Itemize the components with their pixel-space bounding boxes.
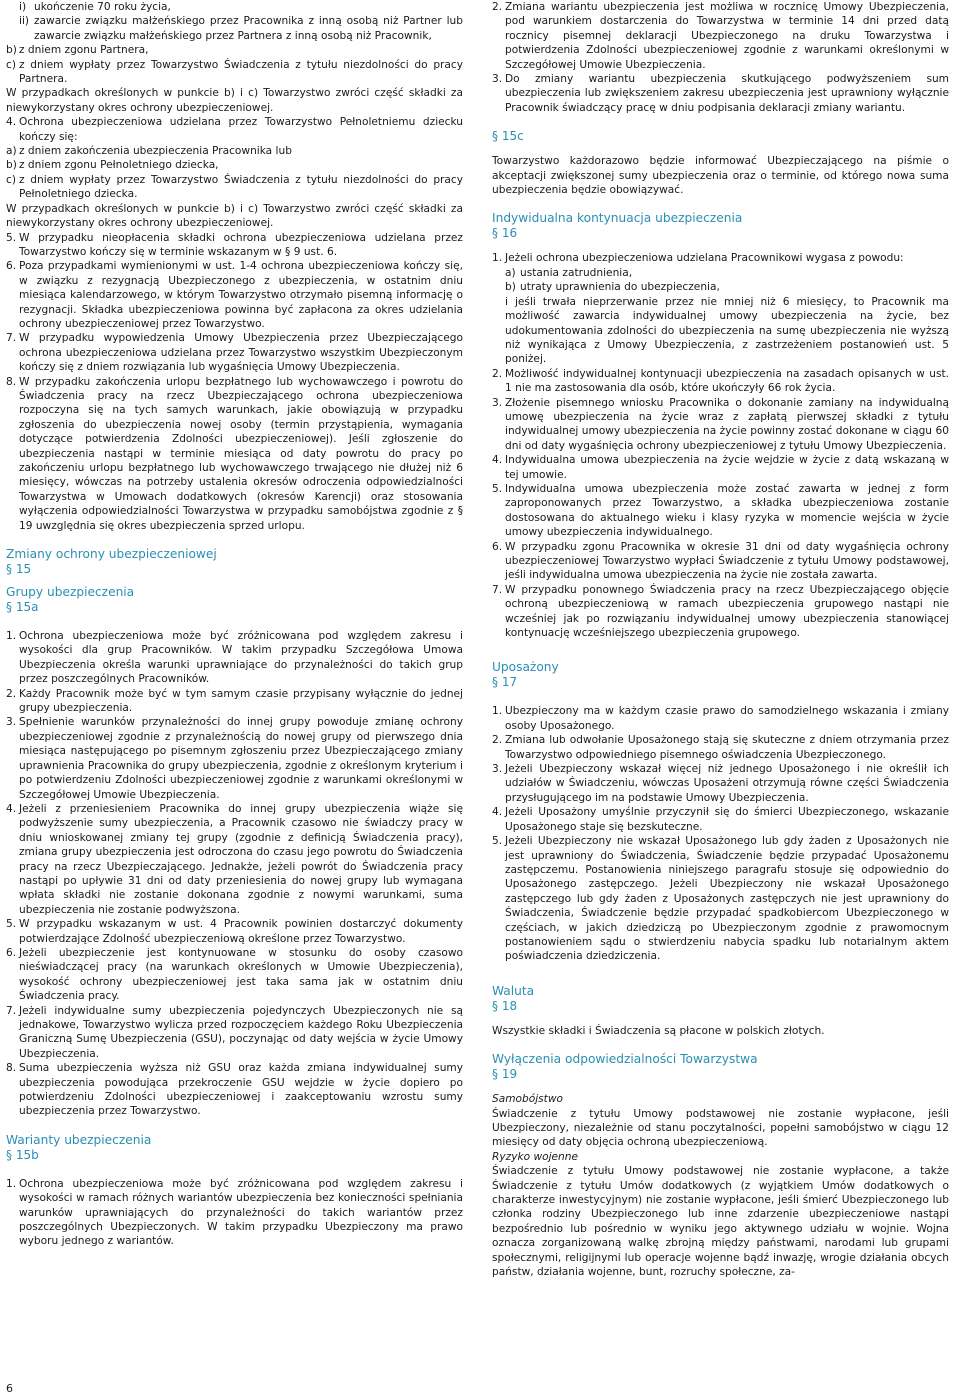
list-item <box>6 946 463 1004</box>
list-item-text: Suma ubezpieczenia wyższa niż GSU oraz każda zmiana indywidualnej sumy ubezpieczenia powodująca przekroczenie GSU wejdzie w życie dopiero po potwierdzeniu Zdolności ubezpieczeniowej i zaakceptowaniu wzrostu sumy ubezpieczenia przez Towarzystwo. <box>19 1062 463 1118</box>
section-heading: Indywidualna kontynuacja ubezpieczenia <box>492 211 743 226</box>
list-item-number: 7. <box>6 1004 17 1017</box>
list-item-number: 3. <box>6 716 17 729</box>
list-item-number: 2. <box>492 1 503 13</box>
spacer <box>492 1082 949 1092</box>
spacer <box>492 1038 949 1052</box>
list-item-text: Złożenie pisemnego wniosku Pracownika o dokonanie zamiany na indywidualną umowę ubezpieczenia na życie wraz z zapłatą pierwszej składki z tytułu indywidualnej umowy ubezpieczenia na życie powinny zostać dokonane w ciągu 60 dni od daty wygaśnięcia ochrony ubezpieczeniowej z tytułu Umowy Ubezpieczenia. <box>505 396 949 452</box>
list-item-number: 1. <box>6 1177 17 1190</box>
section-heading: Waluta <box>492 983 535 998</box>
list-item <box>6 629 463 687</box>
list-item <box>492 805 949 834</box>
section-heading: Uposażony <box>492 660 559 675</box>
list-item <box>492 834 949 964</box>
section-heading: Grupy ubezpieczenia <box>6 585 135 600</box>
list-item <box>492 266 949 280</box>
list-item-number: 4. <box>492 454 503 467</box>
list-item-text: Indywidualna umowa ubezpieczenia na życie wejdzie w życie z datą wskazaną w tej umowie. <box>505 454 949 481</box>
list-item-number: 4. <box>492 806 503 819</box>
paragraph-number: § 19 <box>492 1067 518 1082</box>
subheading: Ryzyko wojenne <box>492 1150 578 1163</box>
list-item-number: b) <box>505 281 516 294</box>
list-item <box>492 280 949 294</box>
list-item <box>492 704 949 733</box>
spacer <box>6 615 463 629</box>
list-item <box>6 1004 463 1062</box>
spacer <box>492 964 949 984</box>
list-item-text: ustania zatrudnienia, <box>520 266 633 279</box>
list-item <box>6 231 463 260</box>
list-item <box>492 762 949 805</box>
list-item-number: 5. <box>492 482 503 495</box>
list-item <box>6 331 463 374</box>
list-item-text: z dniem wypłaty przez Towarzystwo Świadczenia z tytułu niezdolności do pracy Partnera. <box>19 58 463 86</box>
spacer <box>492 241 949 251</box>
list-item-text: z dniem wypłaty przez Towarzystwo Świadczenia z tytułu niezdolności do pracy Pełnoletniego dziecka. <box>19 173 463 201</box>
list-item-text: Jeżeli z przeniesieniem Pracownika do innej grupy ubezpieczenia wiąże się podwyższenie sumy ubezpieczenia, a Pracownik czasowo nie świadczy pracy w dniu wnioskowanej zmiany tej grupy (zgodnie z definicją Świadczenia pracy), zmiana grupy ubezpieczenia jest odroczona do czasu jego powrotu do Świadczenia pracy na rzecz Ubezpieczającego. Jednakże, jeżeli powrót do Świadczenia pracy nastąpi po upływie 31 dni od daty przeniesienia do nowej grupy lub wymagana wpłata składki nie zostanie dokonana zgodnie z nowymi warunkami, suma ubezpieczenia nie zostanie podwyższona. <box>19 802 463 916</box>
list-item <box>6 14 463 43</box>
paragraph: Wszystkie składki i Świadczenia są płacone w polskich złotych. <box>492 1024 825 1037</box>
page-number: 6 <box>6 1382 13 1395</box>
list-item-number: b) <box>6 44 17 57</box>
list-item-text: Zmiana lub odwołanie Uposażonego stają się skuteczne z dniem otrzymania przez Towarzystwo odpowiedniego pisemnego oświadczenia Ubezpieczonego. <box>505 734 949 761</box>
list-item-number: 3. <box>492 396 503 409</box>
list-item-text: z dniem zgonu Partnera, <box>19 44 149 57</box>
list-item-number: 3. <box>492 763 503 776</box>
list-item <box>492 733 949 762</box>
list-item-number: 5. <box>6 231 17 244</box>
list-item-number: 7. <box>6 332 17 345</box>
list-item-number: 4. <box>6 116 17 129</box>
paragraph-number: § 15b <box>6 1147 39 1162</box>
list-item-text: W przypadku nieopłacenia składki ochrona ubezpieczeniowa udzielana przez Towarzystwo kończy się w terminie wskazanym w § 9 ust. 6. <box>19 231 463 258</box>
paragraph-number: § 17 <box>492 675 518 690</box>
list-item-text: Poza przypadkami wymienionymi w ust. 1-4 ochrona ubezpieczeniowa kończy się, w związku z rezygnacją Ubezpieczonego z ubezpieczenia, w ostatnim dniu miesiąca kalendarzowego, w którym Towarzystwo otrzymało pisemną informację o rezygnacji. Składka ubezpieczeniowa powinna być zapłacona za okres udzielania ochrony ubezpieczeniowej przez Towarzystwo. <box>19 260 463 330</box>
list-item-number: 6. <box>492 540 503 553</box>
list-item-text: Jeżeli Ubezpieczony nie wskazał Uposażonego lub gdy żaden z Uposażonych nie jest uprawniony do Świadczenia, Świadczenie będzie przypadać Uposażonemu zastępczemu. Postanowienia niniejszego paragrafu stosuje się odpowiednio do Uposażonego zastępczego. Jeżeli Ubezpieczony nie wskazał Uposażonego zastępczego lub gdy żaden z Uposażonych zastępczych nie jest uprawniony do Świadczenia, Świadczenie będzie przypadać spadkobiercom Ubezpieczonego w częściach, w jakich dziedziczą po Ubezpieczonym zgodnie z prawomocnym postanowieniem sądu o stwierdzeniu nabycia spadku lub notarialnym aktem poświadczenia dziedziczenia. <box>505 835 949 963</box>
list-item-text: Ochrona ubezpieczeniowa udzielana przez Towarzystwo Pełnoletniemu dziecku kończy się: <box>19 116 463 143</box>
spacer <box>6 1163 463 1177</box>
list-item <box>6 115 463 144</box>
list-item <box>6 715 463 801</box>
list-item <box>6 917 463 946</box>
list-item-number: 6. <box>6 260 17 273</box>
list-item <box>6 687 463 716</box>
list-item <box>6 58 463 87</box>
list-item-text: zawarcie związku małżeńskiego przez Pracownika z inną osobą niż Partner lub zawarcie związku małżeńskiego przez Partnera z inną osobą niż Pracownik, <box>34 15 463 42</box>
paragraph-number: § 15a <box>6 600 39 615</box>
list-item-number: c) <box>6 173 16 186</box>
list-item-number: 3. <box>492 73 503 86</box>
list-item <box>492 251 949 265</box>
list-item-text: Jeżeli ochrona ubezpieczeniowa udzielana Pracownikowi wygasa z powodu: <box>505 252 904 265</box>
list-item-number: 2. <box>492 734 503 747</box>
list-item <box>6 173 463 202</box>
list-item <box>492 396 949 454</box>
list-item <box>6 259 463 331</box>
paragraph-number: § 15 <box>6 562 32 577</box>
right-column <box>492 0 949 1279</box>
list-item-number: a) <box>505 266 516 279</box>
list-item-number: 1. <box>492 252 503 265</box>
list-item-text: Możliwość indywidualnej kontynuacji ubezpieczenia na zasadach opisanych w ust. 1 nie ma zastosowania dla osób, które ukończyły 66 rok życia. <box>505 367 949 395</box>
list-item-text: Ochrona ubezpieczeniowa może być zróżnicowana pod względem zakresu i wysokości w ramach różnych wariantów ubezpieczenia bez konieczności spełniania warunków uprawniających do przynależności do takich wariantów przez poszczególnych Ubezpieczonych. W takim przypadku Ubezpieczony ma prawo wyboru jednego z wariantów. <box>19 1177 463 1248</box>
paragraph: W przypadkach określonych w punkcie b) i c) Towarzystwo zwróci część składki za niewykorzystany okres ochrony ubezpieczeniowej. <box>6 87 463 114</box>
list-item-text: Jeżeli ubezpieczenie jest kontynuowane w stosunku do osoby czasowo nieświadczącej pracy (na warunkach określonych w Umowie Ubezpieczenia), wysokość ochrony ubezpieczeniowej jest taka sama jak w ostatnim dniu Świadczenia pracy. <box>19 946 463 1003</box>
list-item-text: Każdy Pracownik może być w tym samym czasie przypisany wyłącznie do jednej grupy ubezpieczenia. <box>19 687 463 715</box>
paragraph-number: § 16 <box>492 226 518 241</box>
section-heading: Wyłączenia odpowiedzialności Towarzystwa <box>492 1052 758 1067</box>
list-item <box>6 158 463 172</box>
list-item-text: Jeżeli Uposażony umyślnie przyczynił się do śmierci Ubezpieczonego, wskazanie Uposażonego staje się bezskuteczne. <box>505 806 949 833</box>
list-item-number: 7. <box>492 583 503 596</box>
spacer <box>492 144 949 154</box>
list-item-number: 6. <box>6 946 17 959</box>
list-item <box>6 802 463 917</box>
spacer <box>6 533 463 547</box>
list-item <box>6 43 463 57</box>
list-item <box>492 482 949 540</box>
list-item <box>492 453 949 482</box>
list-item-text: Jeżeli indywidualne sumy ubezpieczenia pojedynczych Ubezpieczonych nie są jednakowe, Towarzystwo wylicza przed rozpoczęciem każdego Roku Ubezpieczenia Graniczną Sumę Ubezpieczenia (GSU), poczynając od daty wejścia w życie Umowy Ubezpieczenia. <box>19 1004 463 1060</box>
list-item-text: Spełnienie warunków przynależności do innej grupy powoduje zmianę ochrony ubezpieczeniowej zgodnie z przynależnością do nowej grupy od pierwszego dnia miesiąca następującego po pisemnym zgłoszeniu przez Ubezpieczającego zmiany uprawnienia Pracownika do grupy ubezpieczenia, zgodnie z określonym kryterium i po potwierdzeniu Zdolności ubezpieczeniowej zgodnie z warunkami określonymi w Szczegółowej Umowie Ubezpieczenia. <box>19 716 463 801</box>
list-item-number: c) <box>6 58 16 71</box>
list-item <box>6 0 463 14</box>
list-item-number: 2. <box>6 687 17 700</box>
spacer <box>6 577 463 585</box>
list-item-number: a) <box>6 145 17 158</box>
left-column <box>6 0 463 1249</box>
list-item <box>492 540 949 583</box>
paragraph-number: § 15c <box>492 129 524 144</box>
paragraph: Towarzystwo każdorazowo będzie informować Ubezpieczającego na piśmie o akceptacji zwiększonej sumy ubezpieczenia oraz o terminie, od którego nowa suma ubezpieczenia będzie obowiązywać. <box>492 155 949 197</box>
list-item <box>492 0 949 72</box>
list-item-number: 8. <box>6 1062 17 1075</box>
list-item-text: W przypadku wypowiedzenia Umowy Ubezpieczenia przez Ubezpieczającego ochrona ubezpieczeniowa udzielana przez Towarzystwo wszystkim Ubezpieczonym kończy się z dniem rozwiązania lub wygaśnięcia Umowy Ubezpieczenia. <box>19 332 463 374</box>
list-item-number: 1. <box>492 705 503 718</box>
spacer <box>6 1119 463 1133</box>
list-item-number: 5. <box>6 918 17 931</box>
list-item-number: 5. <box>492 835 503 848</box>
list-item-text: ukończenie 70 roku życia, <box>34 1 171 13</box>
section-heading: Warianty ubezpieczenia <box>6 1132 152 1147</box>
list-item-text: utraty uprawnienia do ubezpieczenia, <box>520 281 720 294</box>
list-item <box>6 1061 463 1119</box>
list-item-text: W przypadku ponownego Świadczenia pracy na rzecz Ubezpieczającego objęcie ochroną ubezpieczeniową w ramach ubezpieczenia grupowego nastąpi nie wcześniej jak po rozwiązaniu indywidualnej umowy ubezpieczenia stanowiącej kontynuację wcześniejszego ubezpieczenia grupowego. <box>505 583 949 640</box>
list-item-text: z dniem zgonu Pełnoletniego dziecka, <box>19 159 219 172</box>
list-item <box>492 367 949 396</box>
list-item <box>492 583 949 641</box>
list-item-number: 1. <box>6 630 17 643</box>
paragraph: i jeśli trwała nieprzerwanie przez nie mniej niż 6 miesięcy, to Pracownik ma możliwość zawarcia indywidualnej umowy ubezpieczenia na życie, bez udokumentowania zdolności do ubezpieczenia na sumę ubezpieczenia nie wyższą niż wynikająca z Umowy Ubezpieczenia, z zastrzeżeniem postanowień ust. 5 poniżej. <box>505 295 949 366</box>
spacer <box>492 640 949 660</box>
list-item-number: 8. <box>6 375 17 388</box>
paragraph: W przypadkach określonych w punkcie b) i c) Towarzystwo zwróci część składki za niewykorzystany okres ochrony ubezpieczeniowej. <box>6 202 463 230</box>
list-item <box>6 144 463 158</box>
list-item-number: 4. <box>6 802 17 815</box>
list-item-text: Do zmiany wariantu ubezpieczenia skutkującego podwyższeniem sum ubezpieczenia lub zwiększeniem zakresu ubezpieczenia jest uprawniony wyłącznie Pracownik świadczący pracę w dniu podpisania deklaracji zmiany wariantu. <box>505 73 949 114</box>
list-item-text: z dniem zakończenia ubezpieczenia Pracownika lub <box>19 145 292 158</box>
spacer <box>492 197 949 211</box>
list-item <box>6 1177 463 1249</box>
list-item-text: Ubezpieczony ma w każdym czasie prawo do samodzielnego wskazania i zmiany osoby Uposażonego. <box>505 705 949 732</box>
list-item-text: Ochrona ubezpieczeniowa może być zróżnicowana pod względem zakresu i wysokości dla grup Pracowników. W takim przypadku Szczegółowa Umowa Ubezpieczenia określa warunki uprawniające do przynależności do takich grup przez poszczególnych Pracowników. <box>19 630 463 686</box>
paragraph: Świadczenie z tytułu Umowy podstawowej nie zostanie wypłacone, a także Świadczenie z tytułu Umów dodatkowych (z wyjątkiem Umów dodatkowych o charakterze inwestycyjnym) nie zostanie wypłacone, jeśli śmierć Ubezpieczonego lub członka rodziny Ubezpieczonego lub inne zdarzenie ubezpieczeniowe nastąpi bezpośrednio lub pośrednio w wyniku jego aktywnego udziału w wojnie. Wojna oznacza zorganizowaną walkę zbrojną między państwami, narodami lub grupami społecznymi, religijnymi lub operacje wojenne bądź inwazję, wrogie działania obcych państw, działania wojenne, bunt, rozruchy społeczne, za- <box>492 1165 949 1279</box>
list-item-number: i) <box>19 1 27 13</box>
list-item-number: 2. <box>492 367 503 380</box>
paragraph: Świadczenie z tytułu Umowy podstawowej nie zostanie wypłacone, jeśli Ubezpieczony, niezależnie od stanu poczytalności, popełni samobójstwo w ciągu 12 miesięcy od daty objęcia ochroną ubezpieczeniową. <box>492 1107 949 1149</box>
spacer <box>492 115 949 129</box>
list-item-number: ii) <box>19 15 30 28</box>
list-item-text: Jeżeli Ubezpieczony wskazał więcej niż jednego Uposażonego i nie określił ich udziałów w Świadczeniu, wówczas Uposażeni otrzymują równe części Świadczenia przysługującego im na podstawie Umowy Ubezpieczenia. <box>505 763 949 804</box>
list-item-text: W przypadku wskazanym w ust. 4 Pracownik powinien dostarczyć dokumenty potwierdzające Zdolność ubezpieczeniową określone przez Towarzystwo. <box>19 918 463 945</box>
paragraph-number: § 18 <box>492 998 518 1013</box>
subheading: Samobójstwo <box>492 1093 563 1106</box>
spacer <box>492 1014 949 1024</box>
list-item-text: Zmiana wariantu ubezpieczenia jest możliwa w rocznicę Umowy Ubezpieczenia, pod warunkiem dostarczenia do Towarzystwa w terminie 14 dni przed datą rocznicy pisemnej deklaracji Ubezpieczonego na druku Towarzystwa i potwierdzenia Zdolności ubezpieczeniowej zgodnie z warunkami określonymi w Szczegółowej Umowie Ubezpieczenia. <box>505 1 949 71</box>
list-item-text: W przypadku zgonu Pracownika w okresie 31 dni od daty wygaśnięcia ochrony ubezpieczeniowej Towarzystwo wypłaci Świadczenie z tytułu Umowy podstawowej, jeśli indywidualna umowa ubezpieczenia na życie nie została zawarta. <box>505 540 949 582</box>
list-item <box>6 375 463 533</box>
list-item <box>492 72 949 115</box>
section-heading: Zmiany ochrony ubezpieczeniowej <box>6 547 217 562</box>
list-item-text: Indywidualna umowa ubezpieczenia może zostać zawarta w jednej z form zaproponowanych przez Towarzystwo, a składka ubezpieczeniowa zostanie dostosowana do aktualnego wieku i klasy ryzyka w momencie wejścia w życie umowy ubezpieczenia indywidualnego. <box>505 482 949 539</box>
spacer <box>492 690 949 704</box>
list-item-text: W przypadku zakończenia urlopu bezpłatnego lub wychowawczego i powrotu do Świadczenia pracy na rzecz Ubezpieczającego ochrona ubezpieczeniowa rozpoczyna się na tych samych warunkach, jakie obowiązują w przypadku zgłoszenia do ubezpieczenia nowej osoby (termin przystąpienia, wymagania dotyczące potwierdzenia Zdolności ubezpieczeniowej). Jeśli zgłoszenie do ubezpieczenia nastąpi w terminie miesiąca od daty powrotu do pracy po zakończeniu urlopu bezpłatnego lub wychowawczego trwającego nie dłużej niż 6 miesięcy, wówczas na potrzeby ustalenia okresów odroczenia odpowiedzialności Towarzystwa w Umowach dodatkowych (okresów Karencji) oraz stosowania wyłączenia odpowiedzialności Towarzystwa w przypadku samobójstwa zgodnie z § 19 uwzględnia się okres ubezpieczenia sprzed urlopu. <box>19 375 463 532</box>
list-item-number: b) <box>6 159 17 172</box>
